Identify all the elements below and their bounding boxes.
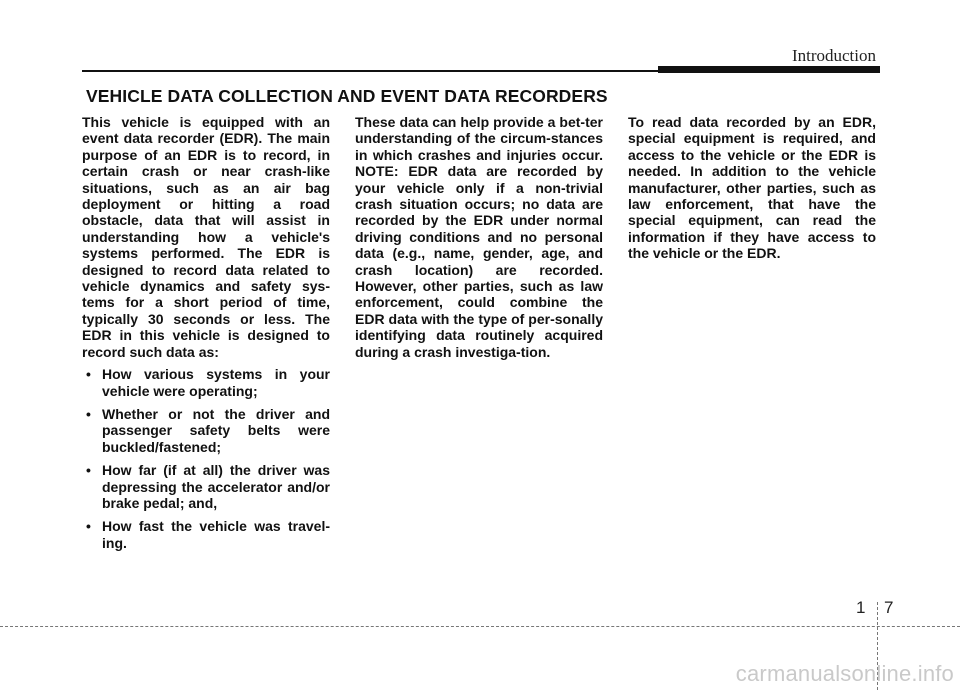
watermark: carmanualsonline.info — [735, 661, 954, 686]
bullet-text: How various systems in your vehicle were operating; — [102, 366, 330, 399]
bullet-item — [82, 406, 330, 455]
page-number: 7 — [884, 598, 894, 617]
bullet-item — [82, 366, 330, 399]
text-column-1 — [82, 114, 330, 558]
bullet-item — [82, 518, 330, 551]
intro-paragraph: This vehicle is equipped with an event data recorder (EDR). The main purpose of an EDR is to record, in certain crash or near crash-like situations, such as an air bag deployment or hitting a road obstacle, data that will assist in understanding how a vehicle's systems performed. The EDR is designed to record data related to vehicle dynamics and safety sys-tems for a short period of time, typically 30 seconds or less. The EDR in this vehicle is designed to record such data as: — [82, 114, 330, 360]
chapter-number: 1 — [856, 598, 866, 617]
bullet-icon: • — [86, 366, 91, 383]
bullet-text: How fast the vehicle was travel-ing. — [102, 518, 330, 551]
article-heading: VEHICLE DATA COLLECTION AND EVENT DATA RECORDERS — [86, 86, 608, 106]
text-column-2 — [355, 114, 603, 360]
bullet-item — [82, 462, 330, 511]
bullet-icon: • — [86, 405, 91, 422]
bullet-list — [82, 366, 330, 551]
body-paragraph: To read data recorded by an EDR, special equipment is required, and access to the vehicle or the EDR is needed. In addition to the vehicle manufacturer, other parties, such as law enforcement, that have the special equipment, can read the information if they have access to the vehicle or the EDR. — [628, 114, 876, 262]
bullet-text: Whether or not the driver and passenger safety belts were buckled/fastened; — [102, 405, 330, 455]
header-rule — [82, 70, 658, 72]
text-column-3 — [628, 114, 876, 262]
section-title: Introduction — [791, 46, 876, 65]
footer-divider — [0, 626, 960, 627]
body-paragraph: These data can help provide a bet-ter understanding of the circum-stances in which crashes and injuries occur. NOTE: EDR data are recorded by your vehicle only if a non-trivial crash situation occurs; no data are recorded by the EDR under normal driving conditions and no personal data (e.g., name, gender, age, and crash location) are recorded. However, other parties, such as law enforcement, could combine the EDR data with the type of per-sonally identifying data routinely acquired during a crash investiga-tion. — [355, 114, 603, 360]
bullet-icon: • — [86, 462, 91, 479]
header-rule-accent — [658, 66, 880, 73]
bullet-text: How far (if at all) the driver was depressing the accelerator and/or brake pedal; and, — [102, 462, 330, 511]
bullet-icon: • — [86, 518, 91, 535]
